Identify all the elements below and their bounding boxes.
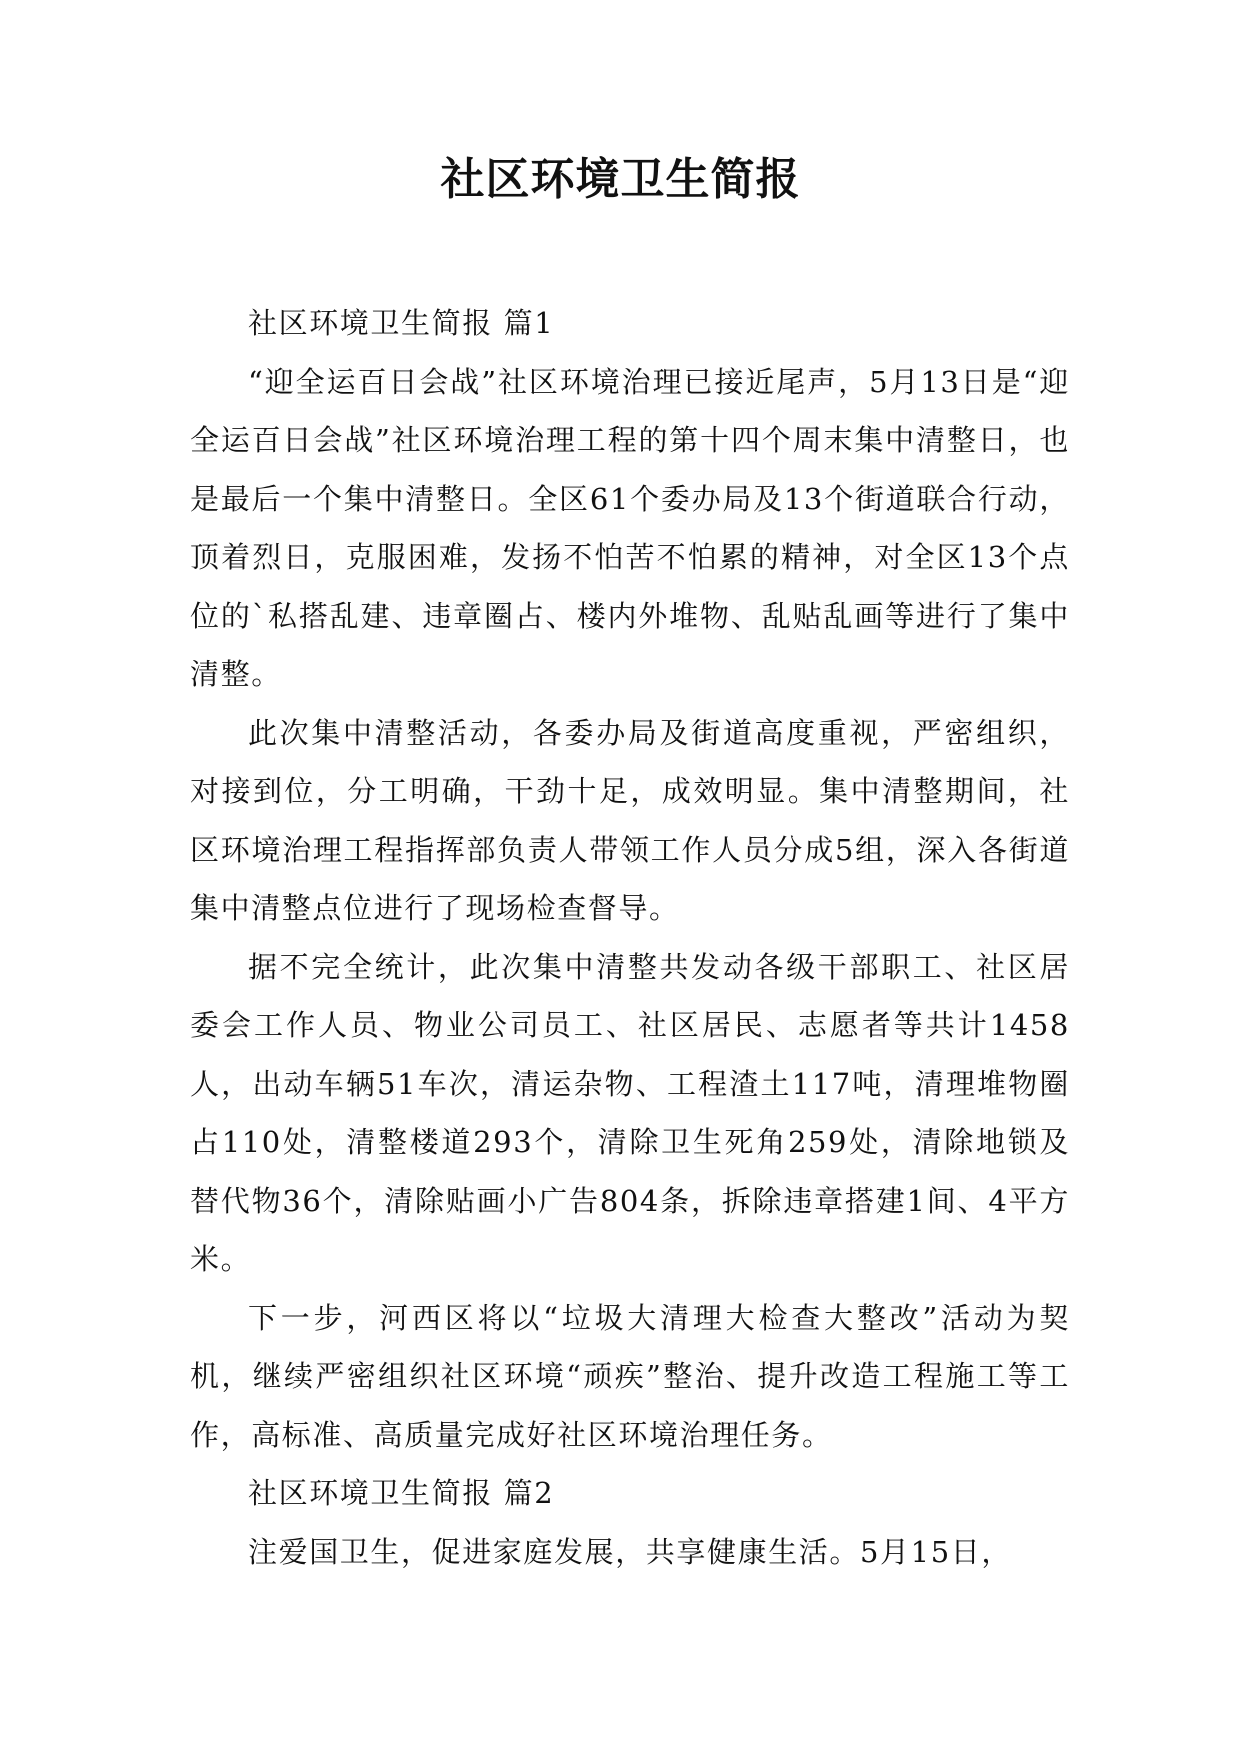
section-heading-1: 社区环境卫生简报 篇1 bbox=[248, 306, 555, 340]
paragraph: 注爱国卫生，促进家庭发展，共享健康生活。5月15日， bbox=[248, 1534, 1012, 1569]
section-heading-2: 社区环境卫生简报 篇2 bbox=[248, 1476, 555, 1510]
paragraph: “迎全运百日会战”社区环境治理已接近尾声，5月13日是“迎全运百日会战”社区环境治理工程的第十四个周末集中清整日，也是最后一个集中清整日。全区61个委办局及13个街道联合行动，顶着烈日，克服困难，发扬不怕苦不怕累的精神，对全区13个点位的`私搭乱建、违章圈占、楼内外堆物、乱贴乱画等进行了集中清整。 bbox=[190, 364, 1070, 691]
document-body bbox=[190, 294, 1070, 1581]
paragraph: 此次集中清整活动，各委办局及街道高度重视，严密组织，对接到位，分工明确，干劲十足，成效明显。集中清整期间，社区环境治理工程指挥部负责人带领工作人员分成5组，深入各街道集中清整点位进行了现场检查督导。 bbox=[190, 715, 1070, 925]
document-title: 社区环境卫生简报 bbox=[440, 154, 801, 205]
paragraph: 下一步，河西区将以“垃圾大清理大检查大整改”活动为契机，继续严密组织社区环境“顽疾”整治、提升改造工程施工等工作，高标准、高质量完成好社区环境治理任务。 bbox=[190, 1300, 1070, 1452]
paragraph: 据不完全统计，此次集中清整共发动各级干部职工、社区居委会工作人员、物业公司员工、社区居民、志愿者等共计1458人，出动车辆51车次，清运杂物、工程渣土117吨，清理堆物圈占110处，清整楼道293个，清除卫生死角259处，清除地锁及替代物36个，清除贴画小广告804条，拆除违章搭建1间、4平方米。 bbox=[190, 949, 1070, 1276]
